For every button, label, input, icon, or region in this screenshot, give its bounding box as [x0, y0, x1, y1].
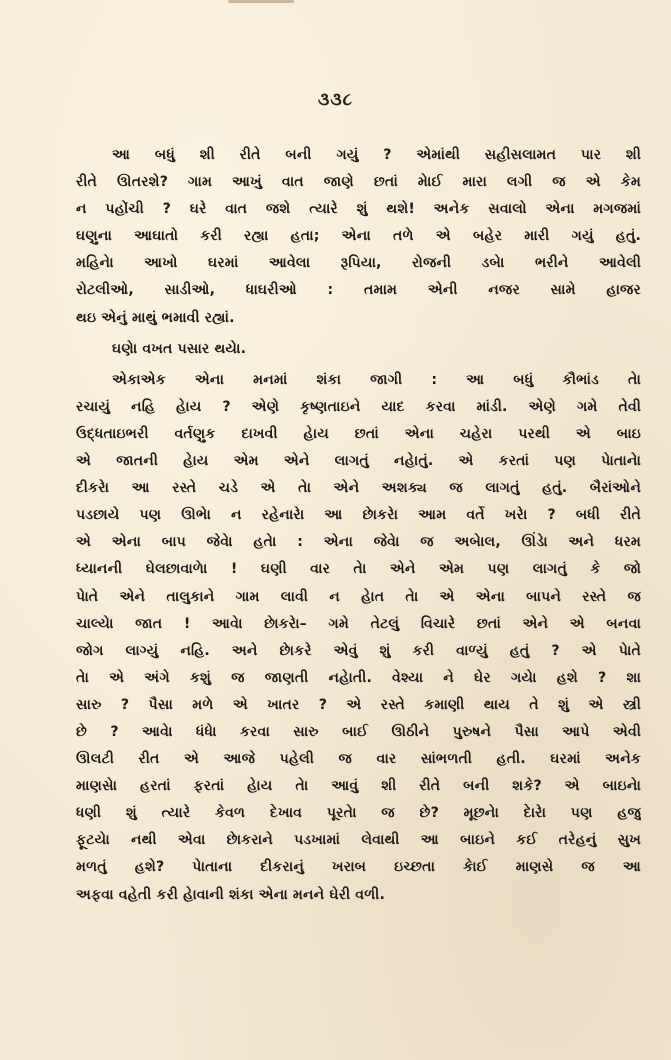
page-edge-mark	[228, 0, 294, 3]
text-line: મહિનેા આખો ઘરમાં આવેલા રૂપિયા, રોજની ડબેા ભરીને આવેલી	[76, 255, 641, 272]
text-line: રચાયું નહિ હેાય ? એણે કૃષ્ણતાઇને યાદ કરવા માંડી. એણે ગમે તેવી	[76, 398, 641, 415]
text-line: ઊલટી રીત એ આજે પહેલી જ વાર સાંભળતી હતી. ઘરમાં અનેક	[76, 751, 641, 768]
page-number: ૩૩૮	[318, 90, 353, 110]
text-line: ઉદ્ધતાઇભરી વર્તણુક દાખવી હેાય છતાં એના ચહેરા પરથી એ બાઇ	[76, 425, 641, 442]
text-line: પેાતે એને તાલુકાને ગામ લાવી ન હેાત તેા એ એના બાપને રસ્તે જ	[76, 588, 641, 605]
text-line: એકાએક એના મનમાં શંકા જાગી : આ બધું કૌભાંડ તેા	[112, 371, 641, 388]
text-line: ધ્યાનની ઘેલછાવાળેા ! ઘણી વાર તેા એને એમ પણ લાગતું કે જો	[76, 561, 641, 578]
text-line: ઘણુના આઘાતો કરી રહ્યા હતા; એના તળે એ બહેર મારી ગયું હતું.	[76, 228, 641, 245]
text-line: આ બધું શી રીતે બની ગયું ? એમાંથી સહીસલામત પાર શી	[112, 147, 641, 163]
text-line: તેા એ અંગે કશું જ જાણતી નહેાતી. વેશ્યા ને ઘેર ગયેા હશે ? શા	[76, 669, 641, 686]
text-line: એ જાતની હેાય એમ એને લાગતું નહેાતું. એ કરતાં પણ પેાતાનેા	[76, 453, 641, 470]
text-line: પડછાયે પણ ઊભેા ન રહેનારેા આ છેાકરેા આમ વર્તે ખરેા ? બધી રીતે	[76, 507, 641, 524]
text-line: માણસેા હરતાં ફરતાં હેાય તેા આવું શી રીતે બની શકે? એ બાઇનેા	[76, 778, 641, 795]
text-line: ધણી શું ત્યારે કેવળ દેખાવ પૂરતેા જ છે? મૂછનેા દેારેા પણ હજુ	[76, 805, 641, 822]
body-text	[76, 142, 641, 909]
text-line: સારુ ? પૈસા મળે એ ખાતર ? એ રસ્તે કમાણી થાય તે શું એ સ્ત્રી	[76, 696, 641, 713]
text-line: ચાલ્યેા જાત ! આવેા છેાકરેા– ગમે તેટલું વિચારે છતાં એને એ બનવા	[76, 615, 641, 632]
text-line: ન પહોંચી ? ઘરે વાત જશે ત્યારે શું થશે! અનેક સવાલો એના મગજમાં	[76, 201, 641, 218]
text-line: થઇ એનું માથું ભમાવી રહ્યાં.	[76, 309, 235, 326]
text-line: એ એના બાપ જેવેા હતેા : એના જેવેા જ અબેાલ, ઊંડેા અને ધરમ	[76, 534, 641, 551]
text-line: ઘણેા વખત પસાર થયેા.	[112, 340, 247, 357]
text-line: જોગ લાગ્યું નહિ. અને છેાકરે એવું શું કરી વાળ્યું હતું ? એ પેાતે	[76, 642, 641, 659]
text-line: રોટલીઓ, સાડીઓ, ધાઘરીઓ : તમામ એની નજર સામે હાજર	[76, 282, 641, 299]
text-line: રીતે ઊતરશે? ગામ આખું વાત જાણે છતાં મેાઈ મારા લગી જ એ કેમ	[76, 174, 641, 191]
text-line: મળતું હશે? પેાતાના દીકરાનું ખરાબ ઇચ્છતા કેાઈ માણસે જ આ	[76, 859, 641, 876]
text-line: ફૂટયેા નથી એવા છેાકરાને પડખામાં લેવાથી આ બાઇને કઈ તરેહનું સુખ	[76, 832, 641, 849]
text-line: અફવા વહેતી કરી હેાવાની શંકા એના મનને ઘેરી વળી.	[76, 886, 385, 903]
text-line: છે ? આવેા ધંધેા કરવા સારુ બાઈ ઊઠીને પુરુષને પૈસા આપે એવી	[76, 723, 641, 740]
text-line: દીકરેા આ રસ્તે ચડે એ તેા એને અશક્ય જ લાગતું હતું. બૈરાંઓને	[76, 480, 641, 497]
